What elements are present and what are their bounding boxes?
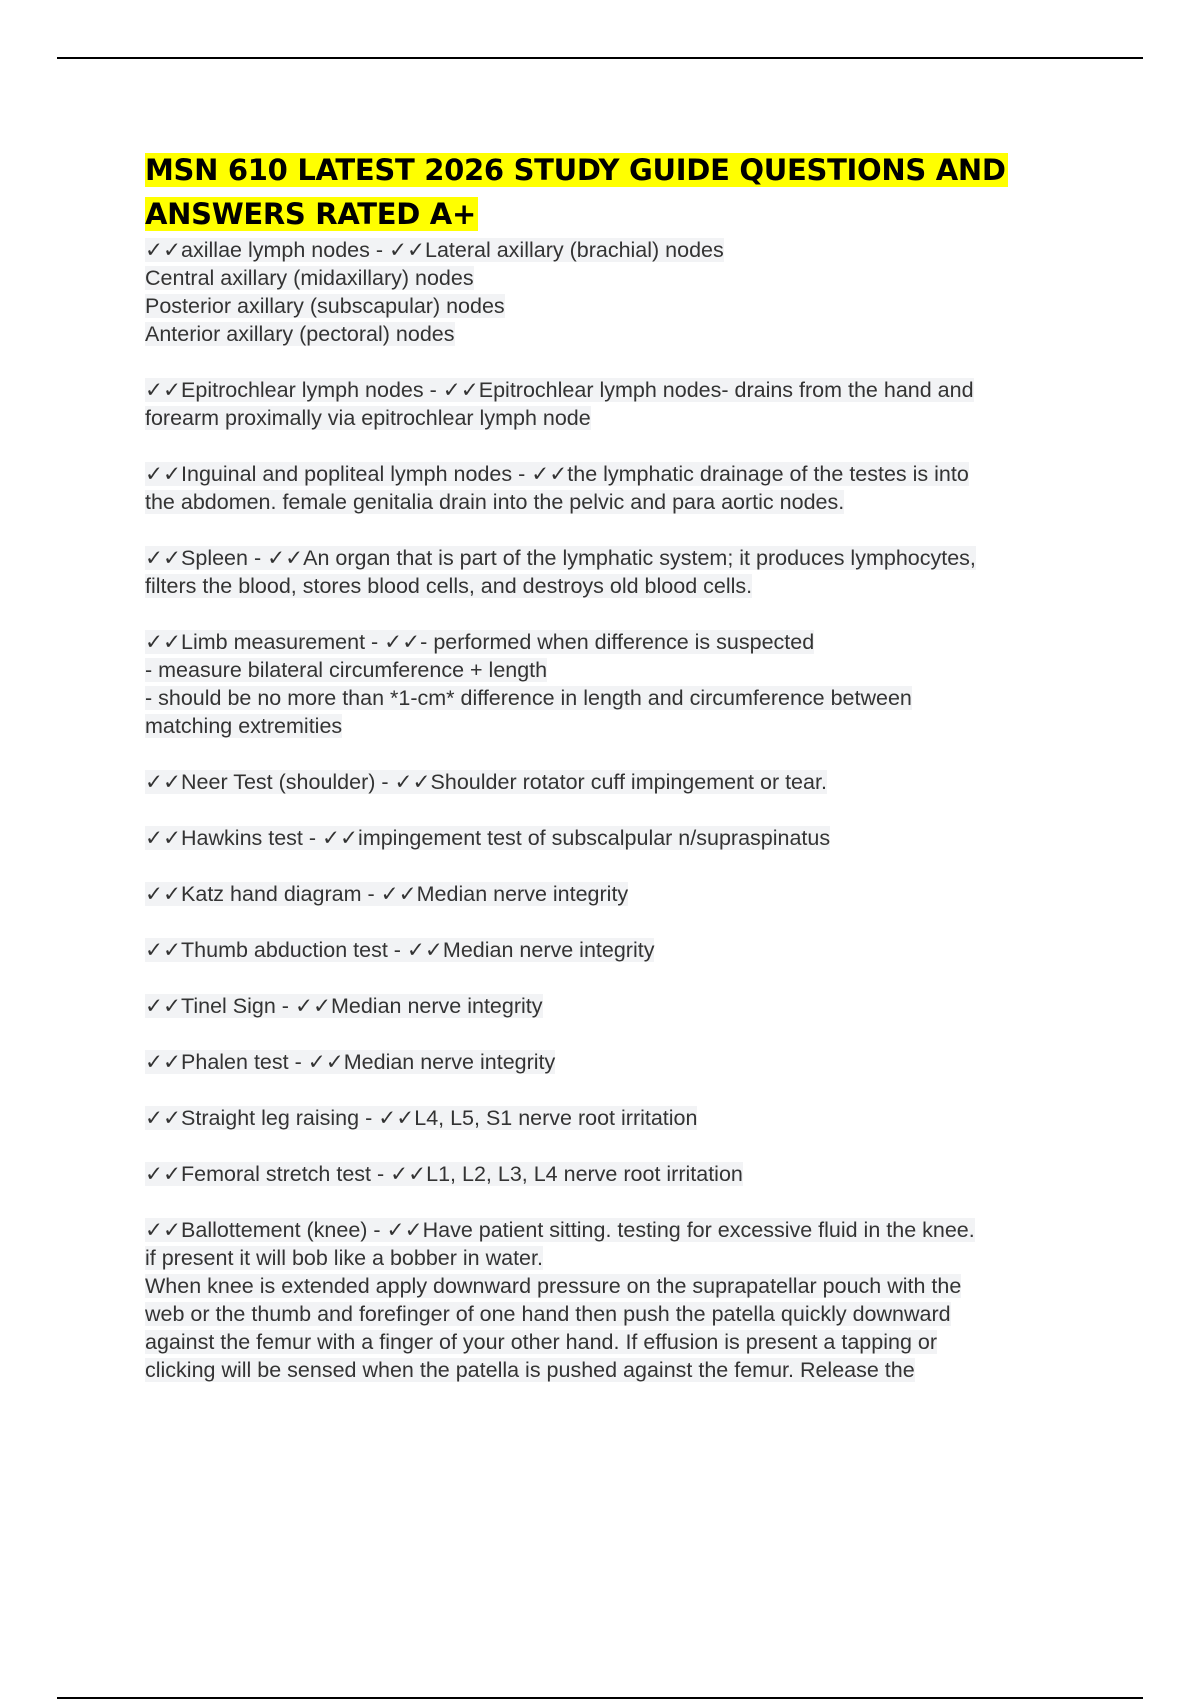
qa-entry [145,824,1085,852]
entry-line-text: filters the blood, stores blood cells, and destroys old blood cells. [145,574,753,598]
entry-line-text: ✓✓Phalen test - ✓✓Median nerve integrity [145,1050,556,1074]
entry-line-text: ✓✓Katz hand diagram - ✓✓Median nerve integrity [145,882,629,906]
entry-line [145,992,1085,1020]
entry-line-text: ✓✓Inguinal and popliteal lymph nodes - ✓✓the lymphatic drainage of the testes is into [145,462,969,486]
entry-line [145,376,1085,404]
entry-line-text: against the femur with a finger of your other hand. If effusion is present a tapping or [145,1330,937,1354]
qa-entry [145,460,1085,516]
entry-line-text: ✓✓Femoral stretch test - ✓✓L1, L2, L3, L4 nerve root irritation [145,1162,743,1186]
entry-line [145,1272,1085,1300]
entry-line-text: ✓✓Epitrochlear lymph nodes - ✓✓Epitrochlear lymph nodes- drains from the hand and [145,378,974,402]
entry-line-text: Central axillary (midaxillary) nodes [145,266,474,290]
qa-entry [145,880,1085,908]
entry-line [145,292,1085,320]
qa-entry [145,544,1085,600]
entry-line-text: if present it will bob like a bobber in water. [145,1246,543,1270]
qa-entry [145,236,1085,348]
entry-line [145,1244,1085,1272]
entry-line-text: ✓✓Ballottement (knee) - ✓✓Have patient sitting. testing for excessive fluid in the knee. [145,1218,975,1242]
title-line-1: MSN 610 LATEST 2026 STUDY GUIDE QUESTIONS AND [145,153,1006,187]
entry-line-text: When knee is extended apply downward pressure on the suprapatellar pouch with the [145,1274,962,1298]
title-line-2: ANSWERS RATED A+ [145,197,476,231]
entry-line [145,712,1085,740]
entry-line [145,768,1085,796]
qa-entry [145,1048,1085,1076]
entry-line-text: clicking will be sensed when the patella is pushed against the femur. Release the [145,1358,915,1382]
entry-line-text: ✓✓Neer Test (shoulder) - ✓✓Shoulder rotator cuff impingement or tear. [145,770,827,794]
qa-entry [145,992,1085,1020]
entry-line-text: ✓✓Thumb abduction test - ✓✓Median nerve integrity [145,938,655,962]
qa-entry [145,628,1085,740]
entry-line [145,628,1085,656]
qa-entry [145,1104,1085,1132]
entry-line-text: forearm proximally via epitrochlear lymph node [145,406,591,430]
entry-line [145,544,1085,572]
entry-line [145,1216,1085,1244]
entry-line-text: Anterior axillary (pectoral) nodes [145,322,455,346]
qa-entry [145,1216,1085,1384]
header-rule [57,57,1143,59]
entry-line-text: the abdomen. female genitalia drain into the pelvic and para aortic nodes. [145,490,845,514]
entry-line-text: - should be no more than *1-cm* difference in length and circumference between [145,686,912,710]
document-body [145,148,1085,1412]
entry-line [145,1104,1085,1132]
entry-line-text: ✓✓Straight leg raising - ✓✓L4, L5, S1 nerve root irritation [145,1106,698,1130]
entry-line [145,404,1085,432]
entry-line [145,488,1085,516]
qa-entry [145,768,1085,796]
entry-line [145,656,1085,684]
entry-line-text: Posterior axillary (subscapular) nodes [145,294,505,318]
entry-line [145,880,1085,908]
entry-line [145,236,1085,264]
entry-line-text: matching extremities [145,714,343,738]
entry-line [145,1328,1085,1356]
footer-rule [57,1697,1143,1699]
entry-line [145,824,1085,852]
entry-line [145,936,1085,964]
entry-line [145,1300,1085,1328]
entry-line-text: ✓✓Limb measurement - ✓✓- performed when difference is suspected [145,630,815,654]
entry-line [145,572,1085,600]
qa-entry [145,1160,1085,1188]
entry-line [145,1048,1085,1076]
entry-line-text: - measure bilateral circumference + length [145,658,548,682]
qa-entry [145,376,1085,432]
entry-line [145,320,1085,348]
entry-line [145,460,1085,488]
qa-entry [145,936,1085,964]
entry-line-text: ✓✓Spleen - ✓✓An organ that is part of the lymphatic system; it produces lymphocytes, [145,546,976,570]
entry-line [145,684,1085,712]
entry-line [145,264,1085,292]
entry-line-text: ✓✓Tinel Sign - ✓✓Median nerve integrity [145,994,543,1018]
entry-line [145,1356,1085,1384]
entry-line-text: ✓✓axillae lymph nodes - ✓✓Lateral axillary (brachial) nodes [145,238,724,262]
entry-line [145,1160,1085,1188]
entry-line-text: ✓✓Hawkins test - ✓✓impingement test of subscalpular n/supraspinatus [145,826,831,850]
document-title [145,148,1085,236]
entry-line-text: web or the thumb and forefinger of one hand then push the patella quickly downward [145,1302,951,1326]
qa-entries [145,236,1085,1384]
